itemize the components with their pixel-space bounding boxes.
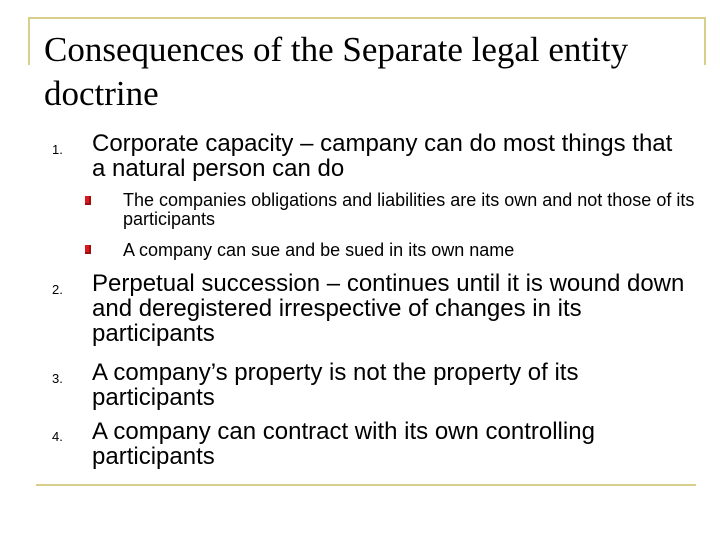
subitem-sue: A company can sue and be sued in its own name: [123, 240, 515, 260]
frame-left-line: [28, 17, 30, 65]
item-number: 2.: [52, 282, 63, 297]
item-number: 1.: [52, 142, 63, 157]
frame-right-line: [704, 17, 706, 65]
slide-title: Consequences of the Separate legal entity doctrine: [44, 30, 629, 113]
list-item-corporate-capacity: Corporate capacity – campany can do most things that a natural person can do: [92, 130, 673, 182]
list-item-perpetual-succession: Perpetual succession – continues until it is wound down and deregistered irrespective of changes in its participants: [92, 270, 685, 347]
list-item-contract: A company can contract with its own controlling participants: [92, 418, 595, 470]
item-number: 4.: [52, 429, 63, 444]
frame-top-line: [28, 17, 706, 19]
bullet-icon: [85, 196, 91, 205]
subitem-obligations: The companies obligations and liabilities are its own and not those of its participants: [123, 190, 695, 229]
item-number: 3.: [52, 371, 63, 386]
list-item-property: A company’s property is not the property of its participants: [92, 359, 579, 411]
frame-bottom-line: [36, 484, 696, 486]
bullet-icon: [85, 245, 91, 254]
